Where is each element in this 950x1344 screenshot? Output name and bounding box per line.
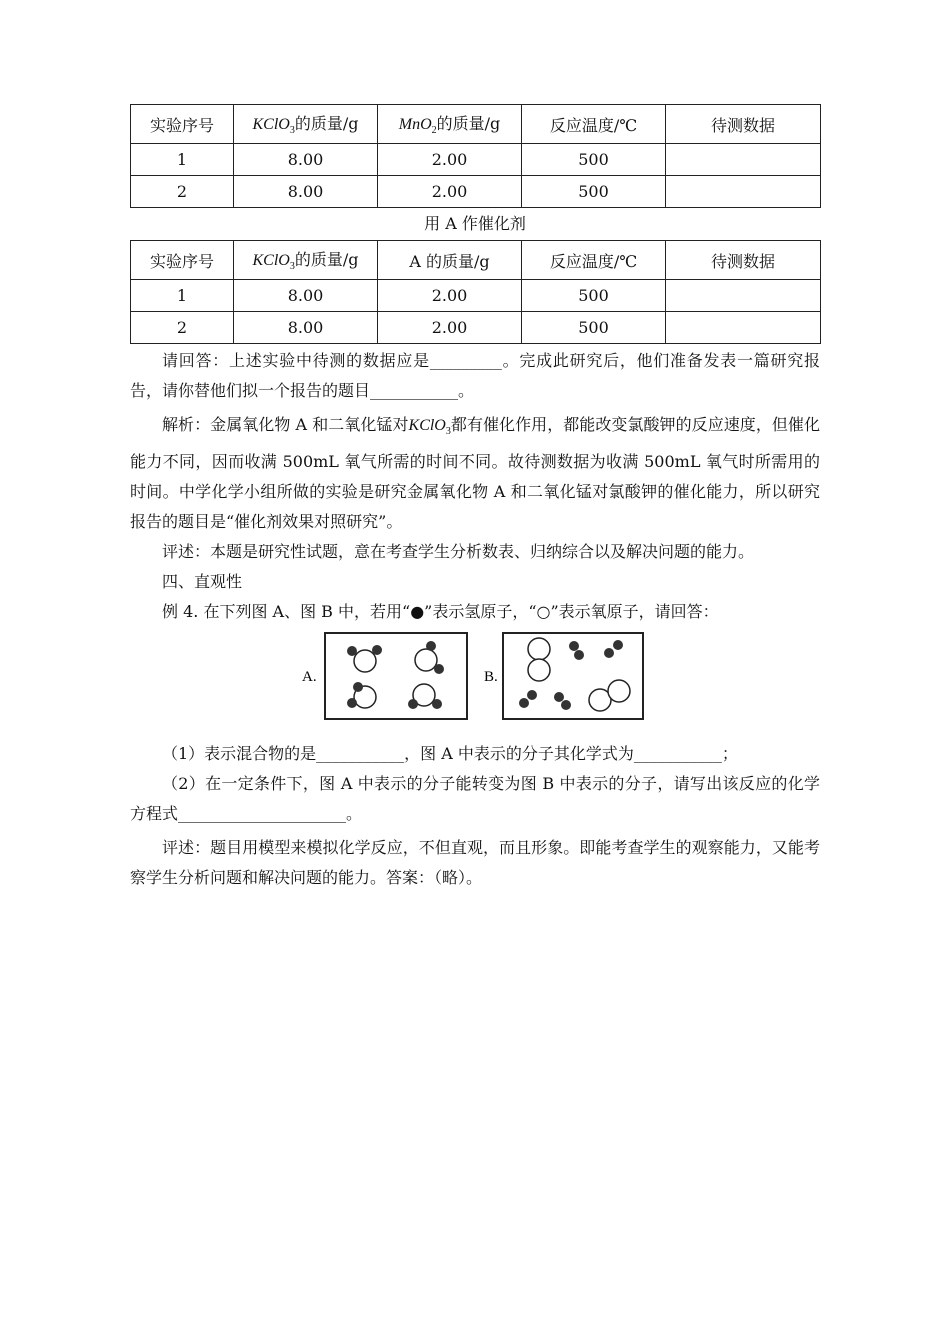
header-cell: KClO$_3$的质量/g bbox=[234, 105, 378, 144]
example-paragraph: 例 4. 在下列图 A、图 B 中，若用“●”表示氢原子，“○”表示氧原子，请回答： bbox=[162, 602, 719, 622]
hydrogen-molecule bbox=[604, 640, 623, 658]
header-cell: 反应温度/℃ bbox=[522, 105, 666, 144]
table-cell: 1 bbox=[131, 280, 234, 312]
table-header-row bbox=[131, 241, 821, 280]
hydrogen-atom bbox=[408, 699, 418, 709]
hydrogen-molecule bbox=[554, 692, 571, 710]
water-molecule bbox=[415, 641, 444, 674]
hydrogen-atom bbox=[604, 648, 614, 658]
header-cell: 实验序号 bbox=[131, 105, 234, 144]
figure-a-box bbox=[325, 633, 467, 719]
hydrogen-atom bbox=[554, 692, 564, 702]
hydrogen-atom bbox=[527, 690, 537, 700]
table-caption: 用 A 作催化剂 bbox=[424, 214, 526, 233]
table-cell: 500 bbox=[522, 176, 666, 208]
table-cell: 2.00 bbox=[378, 280, 522, 312]
table-cell bbox=[666, 176, 821, 208]
analysis-paragraph: 解析：金属氧化物 A 和二氧化锰对KClO$_3$都有催化作用，都能改变氯酸钾的反应速度，但催化能力不同，因而收满 500mL 氧气所需的时间不同。故待测数据为收满 500mL 氧气时所需用的时间。中学化学小组所做的实验是研究金属氧化物 A 和二氧化锰对氯酸钾的催化能力，所以研究报告的题目是“催化剂效果对照研究”。 bbox=[130, 415, 820, 532]
oxygen-atom bbox=[608, 680, 630, 702]
hydrogen-atom bbox=[613, 640, 623, 650]
comment-paragraph: 评述：本题是研究性试题，意在考查学生分析数表、归纳综合以及解决问题的能力。 bbox=[162, 542, 755, 562]
kclo3-formula: KClO$_3$ bbox=[252, 252, 295, 273]
hydrogen-atom bbox=[432, 699, 442, 709]
table-cell bbox=[666, 280, 821, 312]
table-row bbox=[131, 280, 821, 312]
water-molecule bbox=[347, 682, 376, 708]
oxygen-atom bbox=[415, 649, 437, 671]
hydrogen-atom bbox=[347, 646, 357, 656]
molecule-figure bbox=[130, 631, 820, 735]
mno2-formula: MnO$_2$ bbox=[398, 116, 437, 137]
table-cell: 2 bbox=[131, 312, 234, 344]
mno2-experiment-table bbox=[130, 104, 821, 208]
hydrogen-atom bbox=[426, 641, 436, 651]
oxygen-atom bbox=[528, 638, 550, 660]
table-cell bbox=[666, 144, 821, 176]
comment-paragraph: 评述：题目用模型来模拟化学反应，不但直观，而且形象。即能考查学生的观察能力，又能考察学生分析问题和解决问题的能力。答案：（略）。 bbox=[130, 838, 820, 888]
table-cell: 8.00 bbox=[234, 312, 378, 344]
table-cell: 500 bbox=[522, 312, 666, 344]
header-cell: 待测数据 bbox=[666, 241, 821, 280]
header-cell: A 的质量/g bbox=[378, 241, 522, 280]
table-cell: 2.00 bbox=[378, 144, 522, 176]
header-cell: MnO$_2$的质量/g bbox=[378, 105, 522, 144]
question-paragraph: 请回答：上述实验中待测的数据应是_________。完成此研究后，他们准备发表一篇研究报告，请你替他们拟一个报告的题目___________。 bbox=[130, 351, 820, 400]
question-2: （2）在一定条件下，图 A 中表示的分子能转变为图 B 中表示的分子，请写出该反应的化学方程式_____________________。 bbox=[130, 774, 820, 824]
oxygen-molecule bbox=[528, 638, 550, 681]
header-cell: 反应温度/℃ bbox=[522, 241, 666, 280]
table-cell: 2.00 bbox=[378, 312, 522, 344]
figure-b-label: B. bbox=[484, 669, 498, 686]
question-1: （1）表示混合物的是___________，图 A 中表示的分子其化学式为___________； bbox=[162, 744, 738, 764]
oxygen-atom bbox=[528, 659, 550, 681]
table-cell: 500 bbox=[522, 280, 666, 312]
hydrogen-atom bbox=[569, 641, 579, 651]
table-cell: 2.00 bbox=[378, 176, 522, 208]
section-heading: 四、直观性 bbox=[162, 572, 243, 592]
table-header-row bbox=[131, 105, 821, 144]
kclo3-formula: KClO$_3$ bbox=[408, 417, 451, 438]
hydrogen-molecule bbox=[519, 690, 537, 708]
hydrogen-atom bbox=[574, 650, 584, 660]
table-row bbox=[131, 176, 821, 208]
hydrogen-molecule bbox=[569, 641, 584, 660]
header-cell: 待测数据 bbox=[666, 105, 821, 144]
oxygen-atom bbox=[354, 650, 376, 672]
hydrogen-atom bbox=[434, 664, 444, 674]
header-cell: KClO$_3$的质量/g bbox=[234, 241, 378, 280]
molecule-diagram bbox=[298, 631, 648, 731]
table-row bbox=[131, 144, 821, 176]
oxygen-molecule bbox=[589, 680, 630, 711]
catalyst-a-experiment-table bbox=[130, 240, 821, 344]
hydrogen-atom bbox=[519, 698, 529, 708]
table-cell: 8.00 bbox=[234, 176, 378, 208]
table-cell: 500 bbox=[522, 144, 666, 176]
hydrogen-atom bbox=[372, 645, 382, 655]
hydrogen-atom bbox=[347, 698, 357, 708]
kclo3-formula: KClO$_3$ bbox=[252, 116, 295, 137]
table-row bbox=[131, 312, 821, 344]
header-cell: 实验序号 bbox=[131, 241, 234, 280]
document-page bbox=[130, 104, 820, 893]
table-cell: 8.00 bbox=[234, 280, 378, 312]
water-molecule bbox=[408, 684, 442, 709]
table-cell bbox=[666, 312, 821, 344]
water-molecule bbox=[347, 645, 382, 672]
hydrogen-atom bbox=[561, 700, 571, 710]
table-cell: 2 bbox=[131, 176, 234, 208]
figure-a-label: A. bbox=[302, 669, 317, 686]
hydrogen-atom bbox=[353, 682, 363, 692]
table-cell: 1 bbox=[131, 144, 234, 176]
table-cell: 8.00 bbox=[234, 144, 378, 176]
